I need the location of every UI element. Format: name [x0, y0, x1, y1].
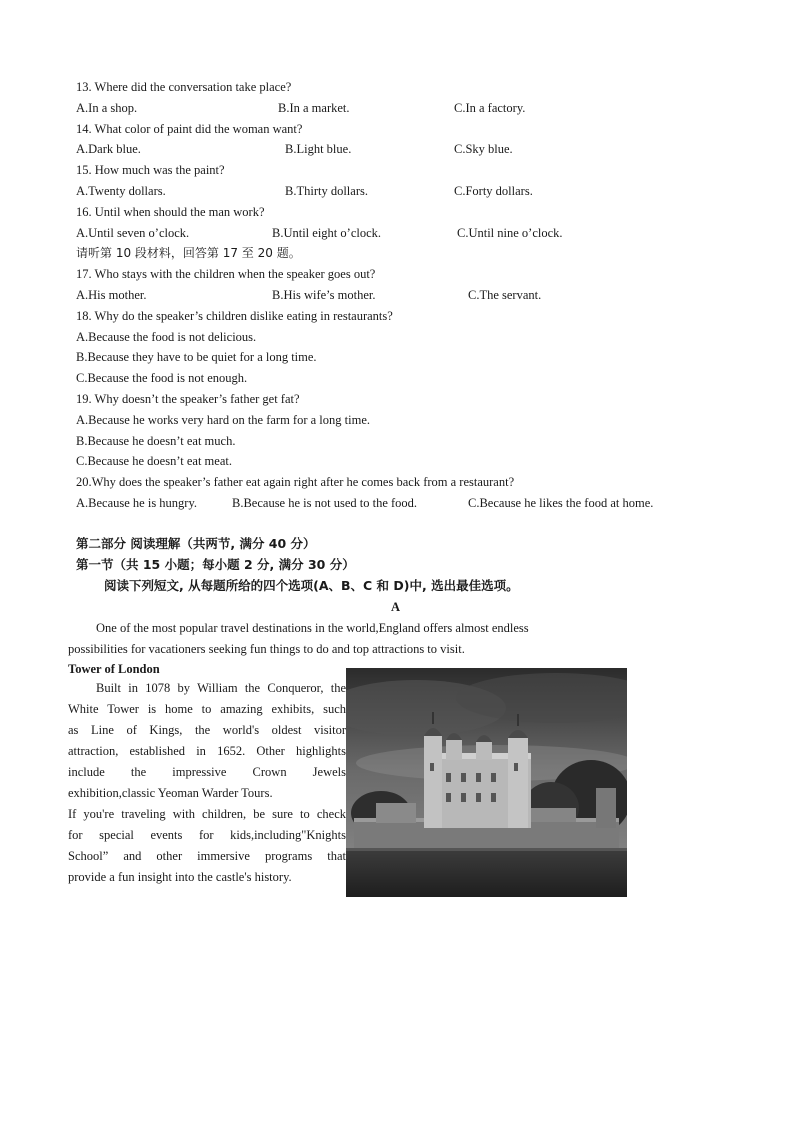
paragraph-line: for special events for kids,including"Knights — [68, 828, 346, 842]
question-14-option-b: B.Light blue. — [285, 142, 352, 156]
question-16-option-c: C.Until nine o’clock. — [457, 226, 563, 240]
part-two-title: 第二部分 阅读理解（共两节, 满分 40 分） — [76, 536, 316, 551]
question-18-option-c: C.Because the food is not enough. — [76, 371, 248, 385]
question-18-option-a: A.Because the food is not delicious. — [76, 330, 257, 344]
question-19-stem: 19. Why doesn’t the speaker’s father get fat? — [76, 392, 300, 406]
question-15-option-b: B.Thirty dollars. — [285, 184, 368, 198]
paragraph-line: School” and other immersive programs that — [68, 849, 346, 863]
paragraph-line: provide a fun insight into the castle's history. — [68, 870, 292, 884]
question-16-option-b: B.Until eight o’clock. — [272, 226, 382, 240]
question-15-option-c: C.Forty dollars. — [454, 184, 533, 198]
paragraph-line: exhibition,classic Yeoman Warder Tours. — [68, 786, 273, 800]
paragraph-line: include the impressive Crown Jewels — [68, 765, 346, 779]
question-19-option-c: C.Because he doesn’t eat meat. — [76, 454, 232, 468]
question-20-option-c: C.Because he likes the food at home. — [468, 496, 654, 510]
question-20-option-a: A.Because he is hungry. — [76, 496, 198, 510]
question-17-option-a: A.His mother. — [76, 288, 147, 302]
passage-intro-line-1: One of the most popular travel destinations in the world,England offers almost endless — [96, 621, 529, 635]
question-19-option-b: B.Because he doesn’t eat much. — [76, 434, 236, 448]
question-17-option-b: B.His wife’s mother. — [272, 288, 376, 302]
reading-instruction: 阅读下列短文, 从每题所给的四个选项(A、B、C 和 D)中, 选出最佳选项。 — [104, 578, 519, 593]
question-18-stem: 18. Why do the speaker’s children dislike eating in restaurants? — [76, 309, 393, 323]
section-one-title: 第一节（共 15 小题；每小题 2 分, 满分 30 分） — [76, 557, 355, 572]
question-16-option-a: A.Until seven o’clock. — [76, 226, 190, 240]
question-20-option-b: B.Because he is not used to the food. — [232, 496, 418, 510]
paragraph-line: as Line of Kings, the world's oldest visitor — [68, 723, 346, 737]
paragraph-line: attraction, established in 1652. Other highlights — [68, 744, 346, 758]
question-13-option-b: B.In a market. — [278, 101, 350, 115]
tower-description — [68, 678, 346, 888]
passage-intro-line-2: possibilities for vacationers seeking fun things to do and top attractions to visit. — [68, 642, 465, 656]
question-13-stem: 13. Where did the conversation take place? — [76, 80, 292, 94]
question-19-option-a: A.Because he works very hard on the farm for a long time. — [76, 413, 371, 427]
question-13-option-c: C.In a factory. — [454, 101, 526, 115]
paragraph-line: White Tower is home to amazing exhibits, such — [68, 702, 346, 716]
question-20-stem: 20.Why does the speaker’s father eat again right after he comes back from a restaurant? — [76, 475, 515, 489]
question-18-option-b: B.Because they have to be quiet for a long time. — [76, 350, 317, 364]
question-17-option-c: C.The servant. — [468, 288, 542, 302]
passage-letter: A — [391, 600, 401, 614]
question-14-stem: 14. What color of paint did the woman want? — [76, 122, 303, 136]
question-14-option-c: C.Sky blue. — [454, 142, 513, 156]
question-17-stem: 17. Who stays with the children when the speaker goes out? — [76, 267, 376, 281]
paragraph-line: If you're traveling with children, be sure to check — [68, 807, 346, 821]
section-heading-tower-of-london: Tower of London — [68, 662, 160, 676]
question-16-stem: 16. Until when should the man work? — [76, 205, 265, 219]
listening-instruction: 请听第 10 段材料，回答第 17 至 20 题。 — [76, 246, 301, 260]
tower-of-london-photo — [346, 668, 627, 897]
question-15-option-a: A.Twenty dollars. — [76, 184, 166, 198]
paragraph-line: Built in 1078 by William the Conqueror, the — [96, 681, 346, 695]
question-15-stem: 15. How much was the paint? — [76, 163, 225, 177]
question-14-option-a: A.Dark blue. — [76, 142, 141, 156]
question-13-option-a: A.In a shop. — [76, 101, 138, 115]
